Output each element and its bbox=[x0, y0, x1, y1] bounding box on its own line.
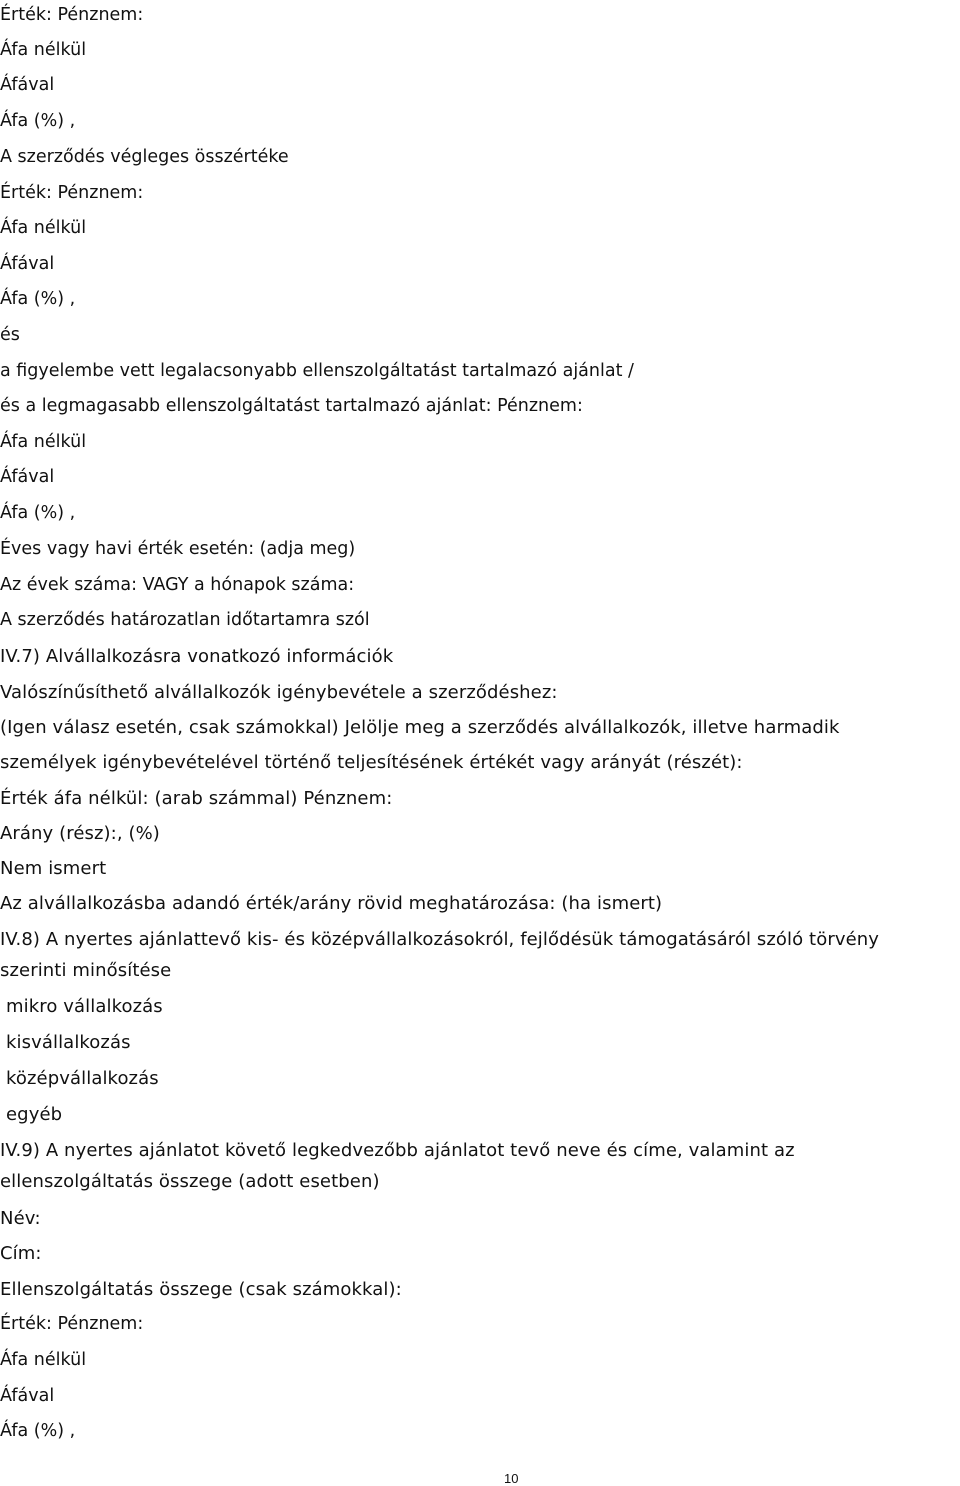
vat-percent-label: Áfa (%) , bbox=[0, 289, 76, 309]
indefinite-term-label: A szerződés határozatlan időtartamra szól bbox=[0, 610, 370, 630]
subcontractor-instruction-1: (Igen válasz esetén, csak számokkal) Jelölje meg a szerződés alvállalkozók, illetve harmadik bbox=[0, 717, 840, 738]
lowest-offer-label: a figyelembe vett legalacsonyabb ellenszolgáltatást tartalmazó ajánlat / bbox=[0, 361, 634, 381]
section-iv8-heading-cont: szerinti minősítése bbox=[0, 960, 172, 981]
years-months-label: Az évek száma: VAGY a hónapok száma: bbox=[0, 575, 355, 595]
option-small-enterprise: kisvállalkozás bbox=[6, 1032, 131, 1053]
final-total-heading: A szerződés végleges összértéke bbox=[0, 147, 289, 167]
value-currency-label: Érték: Pénznem: bbox=[0, 183, 144, 203]
subcontractor-question: Valószínűsíthető alvállalkozók igénybevétele a szerződéshez: bbox=[0, 682, 558, 703]
not-known-label: Nem ismert bbox=[0, 858, 107, 879]
section-iv9-heading: IV.9) A nyertes ajánlatot követő legkedvezőbb ajánlatot tevő neve és címe, valamint az bbox=[0, 1140, 795, 1161]
vat-percent-label: Áfa (%) , bbox=[0, 111, 76, 131]
vat-percent-label: Áfa (%) , bbox=[0, 1421, 76, 1441]
section-iv7-heading: IV.7) Alvállalkozásra vonatkozó információk bbox=[0, 646, 394, 667]
vat-percent-label: Áfa (%) , bbox=[0, 503, 76, 523]
vat-included-label: Áfával bbox=[0, 1386, 55, 1406]
vat-excluded-label: Áfa nélkül bbox=[0, 1350, 87, 1370]
value-currency-label: Érték: Pénznem: bbox=[0, 1314, 144, 1334]
vat-excluded-label: Áfa nélkül bbox=[0, 218, 87, 238]
vat-included-label: Áfával bbox=[0, 254, 55, 274]
consideration-amount-label: Ellenszolgáltatás összege (csak számokkal): bbox=[0, 1279, 402, 1300]
vat-included-label: Áfával bbox=[0, 75, 55, 95]
option-micro-enterprise: mikro vállalkozás bbox=[6, 996, 163, 1017]
page-number: 10 bbox=[504, 1471, 519, 1486]
highest-offer-label: és a legmagasabb ellenszolgáltatást tartalmazó ajánlat: Pénznem: bbox=[0, 396, 583, 416]
and-connector: és bbox=[0, 325, 20, 345]
option-other: egyéb bbox=[6, 1104, 63, 1125]
subcontractor-instruction-2: személyek igénybevételével történő teljesítésének értékét vagy arányát (részét): bbox=[0, 752, 743, 773]
address-label: Cím: bbox=[0, 1243, 42, 1264]
value-currency-label: Érték: Pénznem: bbox=[0, 5, 144, 25]
section-iv9-heading-cont: ellenszolgáltatás összege (adott esetben) bbox=[0, 1171, 380, 1192]
share-percent-label: Arány (rész):, (%) bbox=[0, 823, 160, 844]
subcontract-description-label: Az alvállalkozásba adandó érték/arány rövid meghatározása: (ha ismert) bbox=[0, 893, 663, 914]
vat-excluded-label: Áfa nélkül bbox=[0, 40, 87, 60]
value-excluding-vat-label: Érték áfa nélkül: (arab számmal) Pénznem: bbox=[0, 788, 393, 809]
name-label: Név: bbox=[0, 1208, 41, 1229]
annual-monthly-label: Éves vagy havi érték esetén: (adja meg) bbox=[0, 539, 356, 559]
vat-included-label: Áfával bbox=[0, 467, 55, 487]
section-iv8-heading: IV.8) A nyertes ajánlattevő kis- és középvállalkozásokról, fejlődésük támogatásáról szóló törvény bbox=[0, 929, 880, 950]
vat-excluded-label: Áfa nélkül bbox=[0, 432, 87, 452]
option-medium-enterprise: középvállalkozás bbox=[6, 1068, 159, 1089]
